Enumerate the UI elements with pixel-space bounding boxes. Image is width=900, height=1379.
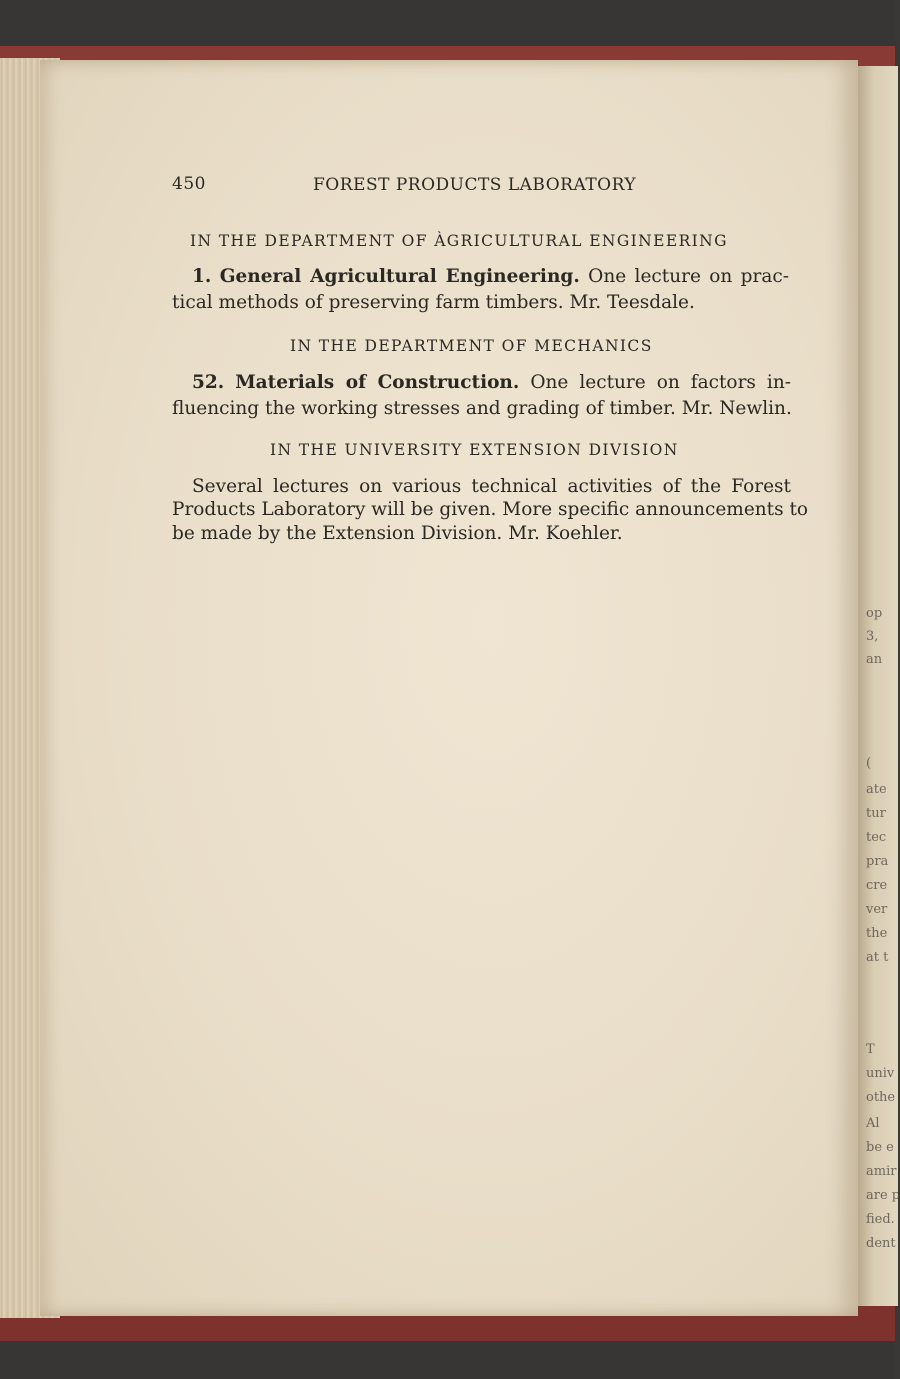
- facing-page-fragment: tec: [866, 830, 887, 845]
- paragraph-line: Products Laboratory will be given. More specific announcements to: [172, 499, 809, 520]
- facing-page-fragment: T: [866, 1042, 875, 1057]
- facing-page-fragment: dent: [866, 1236, 896, 1251]
- facing-page-fragment: the: [866, 926, 888, 941]
- facing-page-fragment: univ: [866, 1066, 895, 1081]
- section-heading: IN THE DEPARTMENT OF ÀGRICULTURAL ENGINEERING: [190, 232, 728, 250]
- facing-page-fragment: cre: [866, 878, 888, 893]
- course-number: 52.: [192, 372, 225, 393]
- facing-page-fragment: tur: [866, 806, 886, 821]
- course-title: General Agricultural Engineering.: [219, 266, 580, 287]
- running-head-title: FOREST PRODUCTS LABORATORY: [313, 175, 637, 195]
- facing-page-fragment: are p: [866, 1188, 900, 1203]
- facing-page-edge: [858, 66, 898, 1306]
- page-number: 450: [172, 174, 206, 194]
- facing-page-fragment: pra: [866, 854, 889, 869]
- paragraph-line: Several lectures on various technical activities of the Forest: [192, 476, 791, 497]
- facing-page-fragment: ate: [866, 782, 887, 797]
- facing-page-fragment: (: [866, 756, 872, 771]
- course-number: 1.: [192, 266, 212, 287]
- facing-page-fragment: fied.: [866, 1212, 895, 1227]
- facing-page-fragment: othe: [866, 1090, 896, 1105]
- course-description-line: fluencing the working stresses and grading of timber. Mr. Newlin.: [172, 398, 792, 419]
- course-description: One lecture on factors in-: [530, 372, 791, 393]
- facing-page-fragment: Al: [866, 1116, 880, 1131]
- facing-page-fragment: ver: [866, 902, 888, 917]
- facing-page-fragment: an: [866, 652, 883, 667]
- facing-page-fragment: be e: [866, 1140, 894, 1155]
- section-heading: IN THE DEPARTMENT OF MECHANICS: [290, 337, 653, 355]
- paragraph-line: be made by the Extension Division. Mr. Koehler.: [172, 523, 623, 544]
- facing-page-fragment: op: [866, 606, 883, 621]
- course-entry-line: [192, 370, 791, 396]
- course-description-line: tical methods of preserving farm timbers. Mr. Teesdale.: [172, 292, 695, 313]
- facing-page-fragment: 3,: [866, 629, 879, 644]
- facing-page-fragment: amir: [866, 1164, 897, 1179]
- facing-page-fragment: at t: [866, 950, 889, 965]
- course-entry-line: [192, 264, 789, 290]
- course-description: One lecture on prac-: [588, 266, 790, 287]
- section-heading: IN THE UNIVERSITY EXTENSION DIVISION: [270, 441, 679, 459]
- course-title: Materials of Construction.: [235, 372, 520, 393]
